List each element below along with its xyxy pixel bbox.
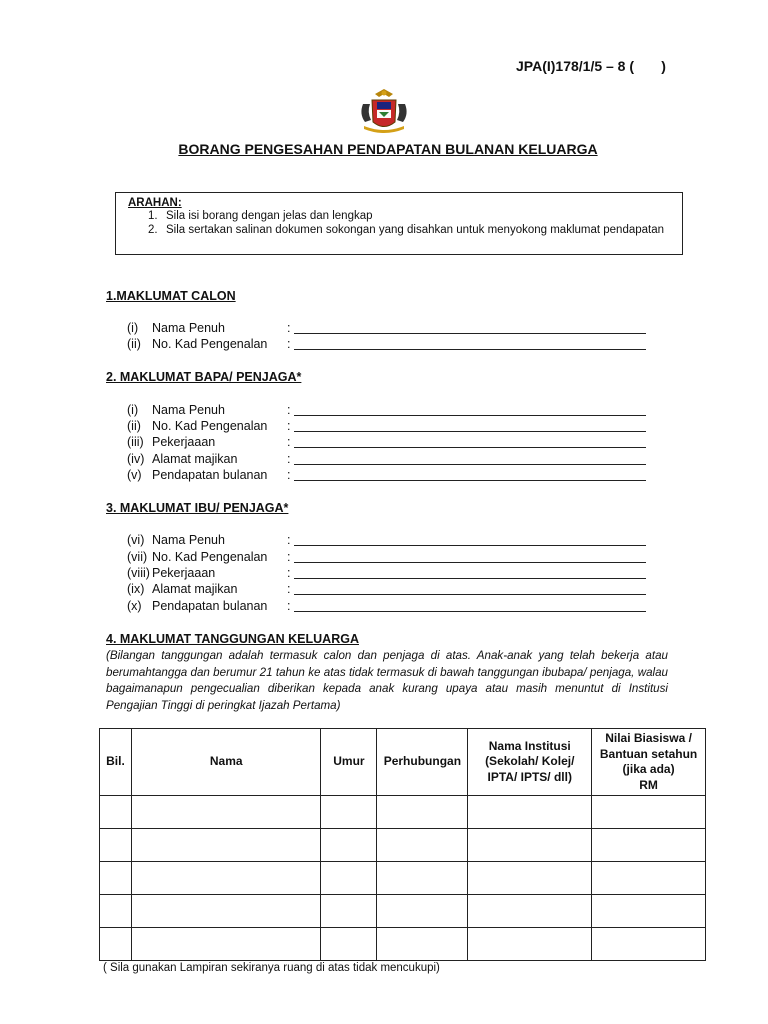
reference-number: JPA(I)178/1/5 – 8 ( ): [516, 58, 666, 74]
section-heading-tanggungan: 4. MAKLUMAT TANGGUNGAN KELUARGA: [106, 632, 359, 646]
table-cell[interactable]: [592, 928, 706, 961]
footnote: ( Sila gunakan Lampiran sekiranya ruang di atas tidak mencukupi): [103, 962, 440, 974]
instructions-box: [115, 192, 683, 255]
table-cell[interactable]: [468, 796, 592, 829]
table-cell[interactable]: [131, 796, 321, 829]
table-row: [100, 829, 706, 862]
table-row: [100, 895, 706, 928]
input-line[interactable]: [294, 431, 646, 432]
table-cell[interactable]: [100, 862, 132, 895]
input-line[interactable]: [294, 594, 646, 595]
table-cell[interactable]: [131, 895, 321, 928]
input-line[interactable]: [294, 578, 646, 579]
table-cell[interactable]: [321, 895, 377, 928]
header-nama-institusi: Nama Institusi (Sekolah/ Kolej/ IPTA/ IPTS/ dll): [468, 729, 592, 796]
table-cell[interactable]: [131, 862, 321, 895]
input-line[interactable]: [294, 480, 646, 481]
table-cell[interactable]: [468, 862, 592, 895]
table-cell[interactable]: [131, 928, 321, 961]
table-cell[interactable]: [100, 796, 132, 829]
section-heading-calon: 1.MAKLUMAT CALON: [106, 289, 236, 303]
instructions-heading: ARAHAN:: [128, 197, 182, 209]
header-perhubungan: Perhubungan: [377, 729, 468, 796]
input-line[interactable]: [294, 464, 646, 465]
table-cell[interactable]: [377, 829, 468, 862]
table-cell[interactable]: [321, 796, 377, 829]
input-line[interactable]: [294, 611, 646, 612]
input-line[interactable]: [294, 415, 646, 416]
table-cell[interactable]: [377, 862, 468, 895]
table-cell[interactable]: [592, 862, 706, 895]
table-cell[interactable]: [377, 895, 468, 928]
table-cell[interactable]: [100, 928, 132, 961]
table-cell[interactable]: [468, 928, 592, 961]
table-cell[interactable]: [377, 796, 468, 829]
coat-of-arms-emblem: [355, 88, 413, 138]
table-cell[interactable]: [100, 895, 132, 928]
table-cell[interactable]: [377, 928, 468, 961]
header-nilai-biasiswa: Nilai Biasiswa / Bantuan setahun (jika ada) RM: [592, 729, 706, 796]
input-line[interactable]: [294, 562, 646, 563]
table-row: [100, 796, 706, 829]
header-umur: Umur: [321, 729, 377, 796]
section-heading-ibu: 3. MAKLUMAT IBU/ PENJAGA*: [106, 501, 289, 515]
instruction-item: 1. Sila isi borang dengan jelas dan lengkap: [148, 210, 373, 222]
dependents-table: [99, 728, 706, 961]
instruction-item: 2. Sila sertakan salinan dokumen sokongan yang disahkan untuk menyokong maklumat pendapatan: [148, 224, 665, 236]
table-row: [100, 928, 706, 961]
form-title: BORANG PENGESAHAN PENDAPATAN BULANAN KELUARGA: [178, 141, 598, 157]
table-cell[interactable]: [592, 796, 706, 829]
table-header-row: [100, 729, 706, 796]
table-cell[interactable]: [592, 829, 706, 862]
header-bil: Bil.: [100, 729, 132, 796]
section-heading-bapa: 2. MAKLUMAT BAPA/ PENJAGA*: [106, 370, 302, 384]
table-cell[interactable]: [321, 928, 377, 961]
table-cell[interactable]: [321, 829, 377, 862]
table-cell[interactable]: [131, 829, 321, 862]
table-cell[interactable]: [468, 829, 592, 862]
table-cell[interactable]: [100, 829, 132, 862]
header-nama: Nama: [131, 729, 321, 796]
table-cell[interactable]: [468, 895, 592, 928]
table-cell[interactable]: [321, 862, 377, 895]
dependents-note: (Bilangan tanggungan adalah termasuk calon dan penjaga di atas. Anak-anak yang telah bekerja atau berumahtangga dan berumur 21 tahun ke atas tidak termasuk di bawah tanggungan ibubapa/ penjaga, walau bagaimanapun pengecualian diberikan kepada anak kurang upaya atau masih menuntut di Institusi Pengajian Tinggi di peringkat Ijazah Pertama): [106, 649, 668, 712]
input-line[interactable]: [294, 545, 646, 546]
table-row: [100, 862, 706, 895]
input-line[interactable]: [294, 349, 646, 350]
input-line[interactable]: [294, 447, 646, 448]
table-cell[interactable]: [592, 895, 706, 928]
input-line[interactable]: [294, 333, 646, 334]
